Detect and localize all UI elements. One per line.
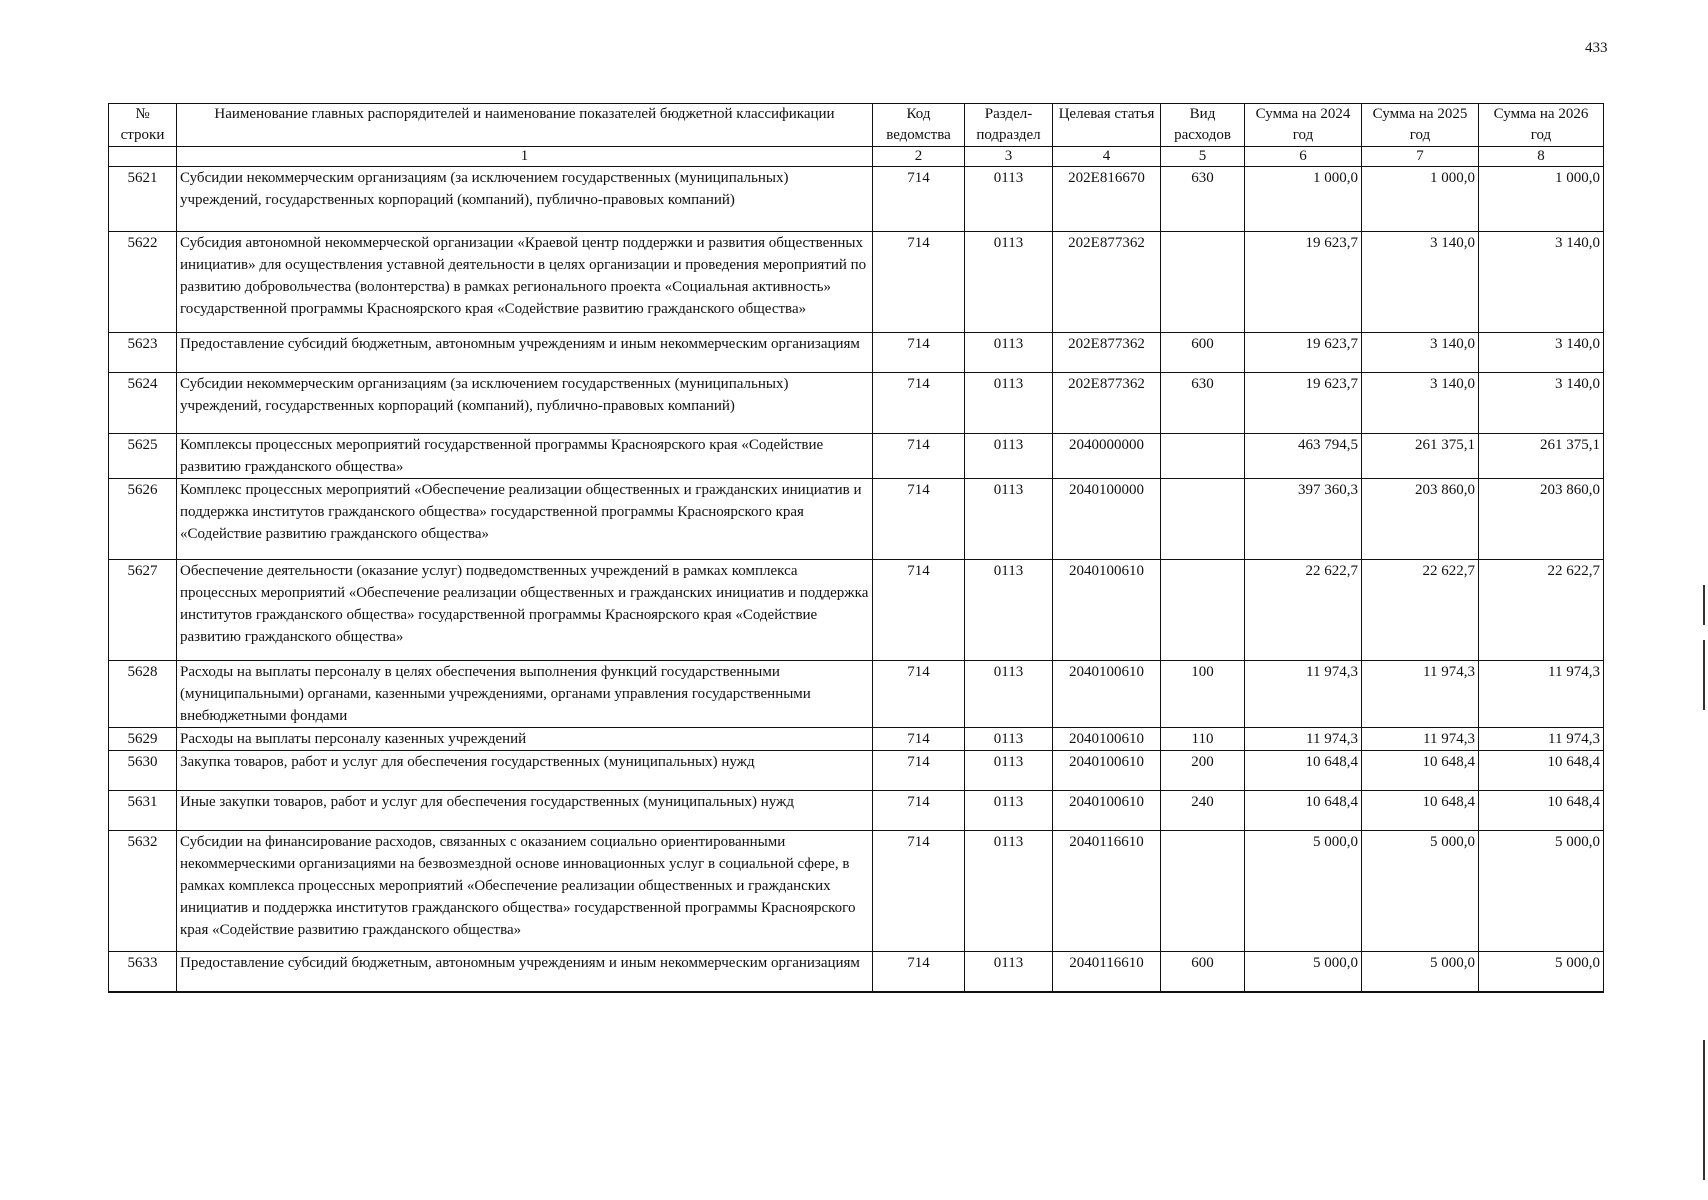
expense-kind: 600	[1161, 952, 1245, 992]
row-name: Предоставление субсидий бюджетным, автономным учреждениям и иным некоммерческим организациям	[177, 952, 873, 992]
target-article: 2040116610	[1053, 831, 1161, 952]
header-sum-2024: Сумма на 2024 год	[1245, 104, 1362, 147]
row-number: 5623	[109, 333, 177, 373]
sum-2024: 10 648,4	[1245, 751, 1362, 791]
department-code: 714	[873, 333, 965, 373]
table-row	[109, 751, 1604, 791]
row-number: 5632	[109, 831, 177, 952]
row-number: 5631	[109, 791, 177, 831]
sum-2026: 5 000,0	[1479, 952, 1604, 992]
target-article: 2040000000	[1053, 434, 1161, 479]
department-code: 714	[873, 831, 965, 952]
sum-2026: 10 648,4	[1479, 791, 1604, 831]
table-row	[109, 479, 1604, 560]
sum-2026: 10 648,4	[1479, 751, 1604, 791]
sum-2026: 203 860,0	[1479, 479, 1604, 560]
expense-kind: 100	[1161, 661, 1245, 728]
column-number: 1	[177, 147, 873, 167]
target-article: 202E877362	[1053, 333, 1161, 373]
sum-2026: 1 000,0	[1479, 167, 1604, 232]
column-number: 6	[1245, 147, 1362, 167]
target-article: 2040100610	[1053, 791, 1161, 831]
table-row	[109, 373, 1604, 434]
header-row	[109, 104, 1604, 147]
section-code: 0113	[965, 728, 1053, 751]
header-sum-2026: Сумма на 2026 год	[1479, 104, 1604, 147]
sum-2025: 22 622,7	[1362, 560, 1479, 661]
column-number-blank	[109, 147, 177, 167]
sum-2025: 3 140,0	[1362, 232, 1479, 333]
scan-edge-mark	[1703, 1040, 1705, 1180]
row-number: 5633	[109, 952, 177, 992]
sum-2026: 11 974,3	[1479, 661, 1604, 728]
row-number: 5629	[109, 728, 177, 751]
sum-2026: 11 974,3	[1479, 728, 1604, 751]
sum-2025: 203 860,0	[1362, 479, 1479, 560]
column-number: 5	[1161, 147, 1245, 167]
sum-2025: 3 140,0	[1362, 373, 1479, 434]
target-article: 2040116610	[1053, 952, 1161, 992]
target-article: 2040100610	[1053, 560, 1161, 661]
expense-kind: 630	[1161, 167, 1245, 232]
row-name: Субсидии некоммерческим организациям (за исключением государственных (муниципальных) учреждений, государственных корпораций (компаний), публично-правовых компаний)	[177, 167, 873, 232]
column-number: 2	[873, 147, 965, 167]
target-article: 2040100610	[1053, 661, 1161, 728]
sum-2026: 3 140,0	[1479, 373, 1604, 434]
row-name: Закупка товаров, работ и услуг для обеспечения государственных (муниципальных) нужд	[177, 751, 873, 791]
sum-2026: 5 000,0	[1479, 831, 1604, 952]
row-name: Обеспечение деятельности (оказание услуг) подведомственных учреждений в рамках комплекса процессных мероприятий «Обеспечение реализации общественных и гражданских инициатив и поддержка институтов гражданского общества» государственной программы Красноярского края «Содействие развитию гражданского общества»	[177, 560, 873, 661]
table-row	[109, 333, 1604, 373]
table-row	[109, 167, 1604, 232]
sum-2025: 3 140,0	[1362, 333, 1479, 373]
target-article: 202E877362	[1053, 232, 1161, 333]
section-code: 0113	[965, 232, 1053, 333]
column-number: 7	[1362, 147, 1479, 167]
section-code: 0113	[965, 791, 1053, 831]
row-name: Предоставление субсидий бюджетным, автономным учреждениям и иным некоммерческим организациям	[177, 333, 873, 373]
sum-2025: 11 974,3	[1362, 728, 1479, 751]
sum-2024: 22 622,7	[1245, 560, 1362, 661]
sum-2025: 11 974,3	[1362, 661, 1479, 728]
sum-2024: 11 974,3	[1245, 661, 1362, 728]
scan-edge-mark	[1703, 585, 1705, 625]
section-code: 0113	[965, 661, 1053, 728]
row-name: Комплекс процессных мероприятий «Обеспечение реализации общественных и гражданских инициатив и поддержка институтов гражданского общества» государственной программы Красноярского края «Содействие развитию гражданского общества»	[177, 479, 873, 560]
expense-kind	[1161, 232, 1245, 333]
section-code: 0113	[965, 479, 1053, 560]
expense-kind	[1161, 831, 1245, 952]
expense-kind: 110	[1161, 728, 1245, 751]
column-number: 3	[965, 147, 1053, 167]
scan-edge-mark	[1703, 640, 1705, 710]
row-name: Расходы на выплаты персоналу казенных учреждений	[177, 728, 873, 751]
row-number: 5624	[109, 373, 177, 434]
table-row	[109, 434, 1604, 479]
row-name: Субсидия автономной некоммерческой организации «Краевой центр поддержки и развития общественных инициатив» для осуществления уставной деятельности в целях организации и проведения мероприятий по развитию добровольчества (волонтерства) в рамках регионального проекта «Социальная активность» государственной программы Красноярского края «Содействие развитию гражданского общества»	[177, 232, 873, 333]
expense-kind: 240	[1161, 791, 1245, 831]
table-row	[109, 791, 1604, 831]
row-number: 5625	[109, 434, 177, 479]
column-number-row	[109, 147, 1604, 167]
table-row	[109, 232, 1604, 333]
budget-table	[108, 103, 1604, 993]
target-article: 202E877362	[1053, 373, 1161, 434]
table-body	[109, 167, 1604, 992]
sum-2025: 5 000,0	[1362, 831, 1479, 952]
expense-kind	[1161, 479, 1245, 560]
sum-2025: 10 648,4	[1362, 751, 1479, 791]
sum-2026: 22 622,7	[1479, 560, 1604, 661]
department-code: 714	[873, 167, 965, 232]
department-code: 714	[873, 560, 965, 661]
table-row	[109, 728, 1604, 751]
sum-2024: 10 648,4	[1245, 791, 1362, 831]
row-name: Иные закупки товаров, работ и услуг для обеспечения государственных (муниципальных) нужд	[177, 791, 873, 831]
row-number: 5630	[109, 751, 177, 791]
section-code: 0113	[965, 952, 1053, 992]
department-code: 714	[873, 728, 965, 751]
row-number: 5626	[109, 479, 177, 560]
sum-2024: 11 974,3	[1245, 728, 1362, 751]
department-code: 714	[873, 434, 965, 479]
sum-2024: 1 000,0	[1245, 167, 1362, 232]
sum-2026: 3 140,0	[1479, 232, 1604, 333]
section-code: 0113	[965, 560, 1053, 661]
target-article: 2040100610	[1053, 751, 1161, 791]
row-number: 5628	[109, 661, 177, 728]
expense-kind	[1161, 560, 1245, 661]
header-row-number: № строки	[109, 104, 177, 147]
department-code: 714	[873, 373, 965, 434]
section-code: 0113	[965, 167, 1053, 232]
target-article: 2040100000	[1053, 479, 1161, 560]
table-row	[109, 952, 1604, 992]
header-sum-2025: Сумма на 2025 год	[1362, 104, 1479, 147]
header-department-code: Код ведомства	[873, 104, 965, 147]
department-code: 714	[873, 791, 965, 831]
row-name: Субсидии некоммерческим организациям (за исключением государственных (муниципальных) учреждений, государственных корпораций (компаний), публично-правовых компаний)	[177, 373, 873, 434]
sum-2024: 5 000,0	[1245, 952, 1362, 992]
department-code: 714	[873, 661, 965, 728]
department-code: 714	[873, 479, 965, 560]
expense-kind: 200	[1161, 751, 1245, 791]
department-code: 714	[873, 232, 965, 333]
sum-2024: 397 360,3	[1245, 479, 1362, 560]
row-number: 5622	[109, 232, 177, 333]
row-name: Расходы на выплаты персоналу в целях обеспечения выполнения функций государственными (муниципальными) органами, казенными учреждениями, органами управления государственными внебюджетными фондами	[177, 661, 873, 728]
section-code: 0113	[965, 831, 1053, 952]
column-number: 8	[1479, 147, 1604, 167]
department-code: 714	[873, 751, 965, 791]
sum-2025: 10 648,4	[1362, 791, 1479, 831]
row-number: 5621	[109, 167, 177, 232]
expense-kind	[1161, 434, 1245, 479]
department-code: 714	[873, 952, 965, 992]
table-row	[109, 560, 1604, 661]
target-article: 2040100610	[1053, 728, 1161, 751]
sum-2025: 5 000,0	[1362, 952, 1479, 992]
row-name: Субсидии на финансирование расходов, связанных с оказанием социально ориентированными некоммерческими организациями на безвозмездной основе инновационных услуг в социальной сфере, в рамках комплекса процессных мероприятий «Обеспечение реализации общественных и гражданских инициатив и поддержка институтов гражданского общества» государственной программы Красноярского края «Содействие развитию гражданского общества»	[177, 831, 873, 952]
expense-kind: 630	[1161, 373, 1245, 434]
header-expense-kind: Вид расходов	[1161, 104, 1245, 147]
sum-2024: 463 794,5	[1245, 434, 1362, 479]
row-name: Комплексы процессных мероприятий государственной программы Красноярского края «Содействие развитию гражданского общества»	[177, 434, 873, 479]
sum-2024: 5 000,0	[1245, 831, 1362, 952]
section-code: 0113	[965, 434, 1053, 479]
sum-2026: 261 375,1	[1479, 434, 1604, 479]
header-target-article: Целевая статья	[1053, 104, 1161, 147]
sum-2024: 19 623,7	[1245, 373, 1362, 434]
sum-2024: 19 623,7	[1245, 333, 1362, 373]
section-code: 0113	[965, 373, 1053, 434]
section-code: 0113	[965, 333, 1053, 373]
sum-2024: 19 623,7	[1245, 232, 1362, 333]
header-name: Наименование главных распорядителей и наименование показателей бюджетной классификации	[177, 104, 873, 147]
target-article: 202E816670	[1053, 167, 1161, 232]
sum-2025: 1 000,0	[1362, 167, 1479, 232]
sum-2026: 3 140,0	[1479, 333, 1604, 373]
row-number: 5627	[109, 560, 177, 661]
expense-kind: 600	[1161, 333, 1245, 373]
header-section: Раздел-подраздел	[965, 104, 1053, 147]
sum-2025: 261 375,1	[1362, 434, 1479, 479]
column-number: 4	[1053, 147, 1161, 167]
table-row	[109, 831, 1604, 952]
table-row	[109, 661, 1604, 728]
page-number: 433	[1585, 40, 1608, 56]
section-code: 0113	[965, 751, 1053, 791]
